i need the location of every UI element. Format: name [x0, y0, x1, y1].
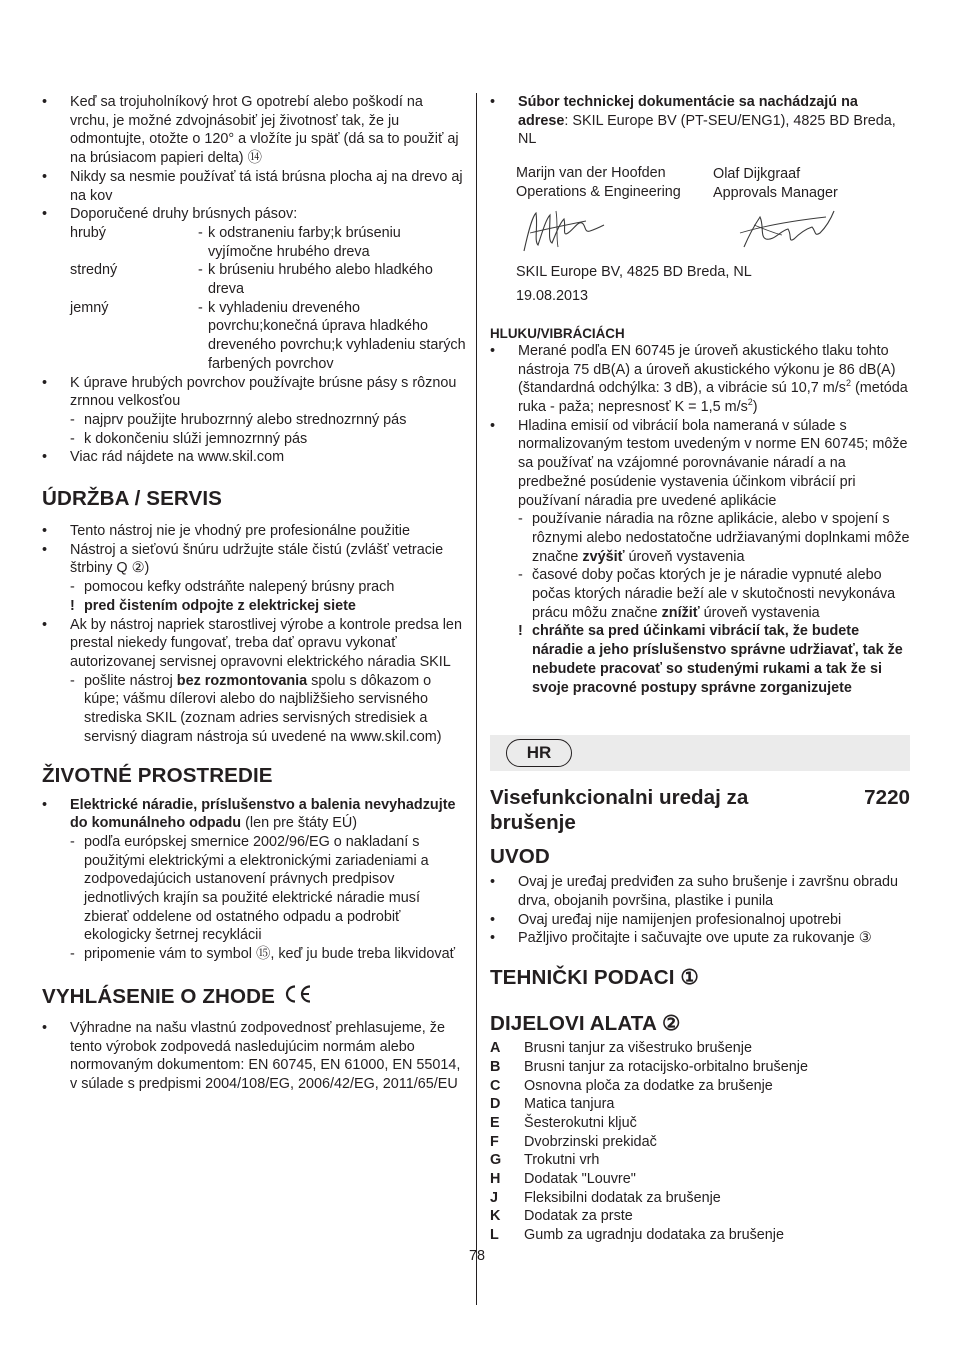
grade-label: stredný: [70, 262, 118, 279]
signature-1: [516, 203, 730, 257]
list-item: [490, 1133, 910, 1152]
product-number: 7220: [864, 786, 910, 810]
part-letter: C: [490, 1077, 501, 1094]
list-item: • Hladina emisií od vibrácií bola nameraná v súlade s normalizovaným testom uvedeným v norme EN 60745; môže sa používať na vzájomné porovnávanie náradí a na predbežné posúdenie vystavenia účinkom vibrácií pri používaní náradia pre uvedené aplikácie: [490, 417, 910, 511]
left-column: [42, 93, 466, 1094]
list-item: [490, 1170, 910, 1189]
text-run-bold: znížiť: [661, 604, 700, 621]
list-item: • Pažljivo pročitajte i sačuvajte ove upute za rukovanje ③: [490, 929, 910, 948]
grade-row: [42, 224, 466, 261]
grade-text: - k odstraneniu farby;k brúseniu vyjímočne hrubého dreva: [198, 224, 466, 261]
list-item: • K úprave hrubých povrchov používajte brúsne pásy s rôznou zrnnou velkosťou: [42, 374, 466, 411]
grade-row: [42, 299, 466, 374]
section-title-tech: TEHNIČKI PODACI ①: [490, 966, 699, 990]
signer-2: [713, 164, 910, 202]
section-title-environment: ŽIVOTNÉ PROSTREDIE: [42, 763, 273, 787]
product-heading: [490, 785, 910, 835]
text-run-bold: Súbor technickej dokumentácie sa nachádzajú na adrese: [518, 94, 858, 129]
dash-item: - k dokončeniu slúži jemnozrnný pás: [42, 430, 466, 449]
section-title-declaration: [42, 984, 466, 1010]
list-item: • Doporučené druhy brúsnych pásov:: [42, 205, 466, 224]
text-run: úroveň vystavenia: [624, 548, 745, 565]
signer-title: Operations & Engineering: [516, 183, 681, 200]
part-letter: E: [490, 1114, 500, 1131]
part-text: Matica tanjura: [524, 1096, 615, 1113]
signatures: [490, 203, 910, 257]
part-text: Gumb za ugradnju dodataka za brušenje: [524, 1227, 785, 1244]
dash-item: [42, 672, 466, 747]
grade-text: - k vyhladeniu dreveného povrchu;konečná úprava hladkého dreveného povrchu;k vyhladeniu starých farbených povrchov: [198, 299, 466, 374]
part-text: Osnovna ploča za dodatke za brušenje: [524, 1077, 773, 1094]
signer-name: Marijn van der Hoofden: [516, 165, 666, 182]
text-run: spolu s dôkazom o kúpe; vášmu dílerovi alebo do najbližšieho servisného strediska SKIL (zoznam adries servisných stredisiek a servisný diagram nástroja sú uvedené na www.skil.com): [84, 672, 442, 745]
list-item: [490, 1114, 910, 1133]
company-address: SKIL Europe BV, 4825 BD Breda, NL: [516, 263, 752, 280]
part-text: Brusni tanjur za rotacijsko-orbitalno brušenje: [524, 1058, 808, 1075]
list-item: [42, 796, 466, 833]
superscript: 2: [747, 397, 753, 408]
list-item: • Keď sa trojuholníkový hrot G opotrebí alebo poškodí na vrchu, je možné zdvojnásobiť jej životnosť tak, že ju odmontujte, otožte o 120° a vložíte ju späť (dá sa to použiť aj na brúsiacom papieri delta) ⑭: [42, 93, 466, 168]
list-item: [490, 1207, 910, 1226]
product-name: Visefunkcionalni uredaj za brušenje: [490, 786, 749, 835]
grade-label: jemný: [70, 299, 109, 316]
part-text: Dodatak "Louvre": [524, 1171, 636, 1188]
text-run: úroveň vystavenia: [699, 604, 820, 621]
section-title-parts: DIJELOVI ALATA ②: [490, 1012, 681, 1036]
dash-item: - pomocou kefky odstráňte nalepený brúsny prach: [42, 578, 466, 597]
signer-title: Approvals Manager: [713, 184, 838, 201]
superscript: 2: [845, 378, 851, 389]
signer-1: [516, 164, 713, 202]
text-run: ): [752, 399, 758, 416]
list-item: [490, 1058, 910, 1077]
section-title-noise: HLUKU/VIBRÁCIÁCH: [490, 325, 625, 341]
list-item: [490, 93, 910, 149]
part-letter: J: [490, 1189, 499, 1206]
grade-row: [42, 261, 466, 298]
list-item: • Ovaj uređaj nije namijenjen profesionalnoj upotrebi: [490, 911, 910, 930]
dash-item: - najprv použijte hrubozrnný alebo strednozrnný pás: [42, 411, 466, 430]
text-run: pošlite nástroj: [84, 672, 177, 689]
list-item: • Ovaj je uređaj predviđen za suho brušenje i završnu obradu drva, obojanih površina, plastike i punila: [490, 873, 910, 910]
part-letter: F: [490, 1133, 499, 1150]
section-title-uvod: UVOD: [490, 845, 550, 869]
list-item: • Tento nástroj nie je vhodný pre profesionálne použitie: [42, 522, 466, 541]
grade-label: hrubý: [70, 224, 106, 241]
text-run: Merané podľa EN 60745 je úroveň akustického tlaku tohto nástroja 75 dB(A) a úroveň akustického výkonu je 86 dB(A) (štandardná odchýlka: 3 dB), a vibrácie sú 10,7 m/s: [518, 342, 896, 397]
list-item: • Ak by nástroj napriek starostlivej výrobe a kontrole predsa len prestal niekedy fungovať, treba dať opravu vykonať autorizovanej servisnej opravovni elektrického náradia SKIL: [42, 616, 466, 672]
part-letter: H: [490, 1171, 501, 1188]
list-item: [490, 342, 910, 417]
text-run: používanie náradia na rôzne aplikácie, alebo v spojení s rôznymi alebo nedostatočne udržiavanými doplnkami môže značne: [532, 511, 910, 565]
part-text: Dvobrzinski prekidač: [524, 1133, 657, 1150]
text-run-bold: Elektrické náradie, príslušenstvo a balenia nevyhadzujte do komunálneho odpadu: [70, 796, 456, 832]
list-item: [490, 1077, 910, 1096]
text-run-bold: bez rozmontovania: [176, 672, 308, 689]
dash-item: - pripomenie vám to symbol ⑮, keď ju bude treba likvidovať: [42, 945, 466, 964]
declaration-title-text: VYHLÁSENIE O ZHODE: [42, 984, 275, 1008]
right-column: [490, 93, 910, 1245]
list-item: • Výhradne na našu vlastnú zodpovednosť prehlasujeme, že tento výrobok zodpovedá nasledujúcim normám alebo normovaným dokumentom: EN 60745, EN 61000, EN 55014, v súlade s predpismi 2004/108/EG, 2006/42/EG, 2011/65/EU: [42, 1019, 466, 1094]
grade-text: - k brúseniu hrubého alebo hladkého dreva: [198, 261, 466, 298]
warning-item: ! chráňte sa pred účinkami vibrácií tak, že budete náradie a jeho príslušenstvo správne udržiavať, tak že nebudete pracovať so studenými rukami a tak že si svoje pracovné postupy správne zorganizujete: [490, 622, 910, 697]
column-divider: [476, 93, 477, 1305]
ce-mark-icon: [283, 984, 313, 1010]
part-text: Brusni tanjur za višestruko brušenje: [524, 1040, 752, 1057]
list-item: [490, 1095, 910, 1114]
language-bar: [490, 735, 910, 771]
list-item: [490, 1151, 910, 1170]
page-number: 78: [468, 1248, 485, 1264]
signers: [490, 164, 910, 202]
part-letter: A: [490, 1040, 501, 1057]
signature-date: 19.08.2013: [516, 288, 589, 305]
list-item: • Nástroj a sieťovú šnúru udržujte stále čistú (zvlášť vetracie štrbiny Q ②): [42, 541, 466, 578]
part-letter: D: [490, 1096, 501, 1113]
dash-item: - podľa európskej smernice 2002/96/EG o nakladaní s použitými elektrickými a elektronickými zariadeniami a zodpovedajúcich ustanovení právnych predpisov jednotlivých krajín sa použité elektrické náradie musí zbierať oddelene od ostatného odpadu a podrobiť ekologicky šetrnej recyklácii: [42, 833, 466, 945]
part-text: Šesterokutni ključ: [524, 1114, 637, 1131]
text-run: (metóda ruka - paža; nepresnosť K = 1,5 m/s: [518, 380, 908, 416]
list-item: [490, 1226, 910, 1245]
part-text: Dodatak za prste: [524, 1208, 633, 1225]
language-badge: HR: [506, 739, 572, 767]
text-run-bold: zvýšiť: [582, 548, 625, 565]
part-text: Fleksibilni dodatak za brušenje: [524, 1189, 721, 1206]
signer-name: Olaf Dijkgraaf: [713, 166, 801, 183]
part-letter: K: [490, 1208, 501, 1225]
part-letter: B: [490, 1058, 501, 1075]
list-item: [490, 1189, 910, 1208]
section-title-maintenance: ÚDRŽBA / SERVIS: [42, 487, 223, 511]
warning-item: ! pred čistením odpojte z elektrickej siete: [42, 597, 466, 616]
part-letter: G: [490, 1152, 502, 1169]
dash-item: [490, 510, 910, 566]
list-item: [490, 1039, 910, 1058]
part-letter: L: [490, 1227, 499, 1244]
text-run: : SKIL Europe BV (PT-SEU/ENG1), 4825 BD Breda, NL: [518, 112, 896, 148]
text-run: (len pre štáty EÚ): [241, 815, 358, 832]
dash-item: [490, 566, 910, 622]
list-item: • Nikdy sa nesmie používať tá istá brúsna plocha aj na drevo aj na kov: [42, 168, 466, 205]
parts-list: [490, 1039, 910, 1245]
part-text: Trokutni vrh: [524, 1152, 600, 1169]
list-item: • Viac rád nájdete na www.skil.com: [42, 448, 466, 467]
text-run: časové doby počas ktorých je je náradie vypnuté alebo počas ktorých náradie beží ale v skutočnosti nevykonáva prácu môžu značne: [532, 567, 896, 621]
signature-2: [730, 203, 840, 257]
